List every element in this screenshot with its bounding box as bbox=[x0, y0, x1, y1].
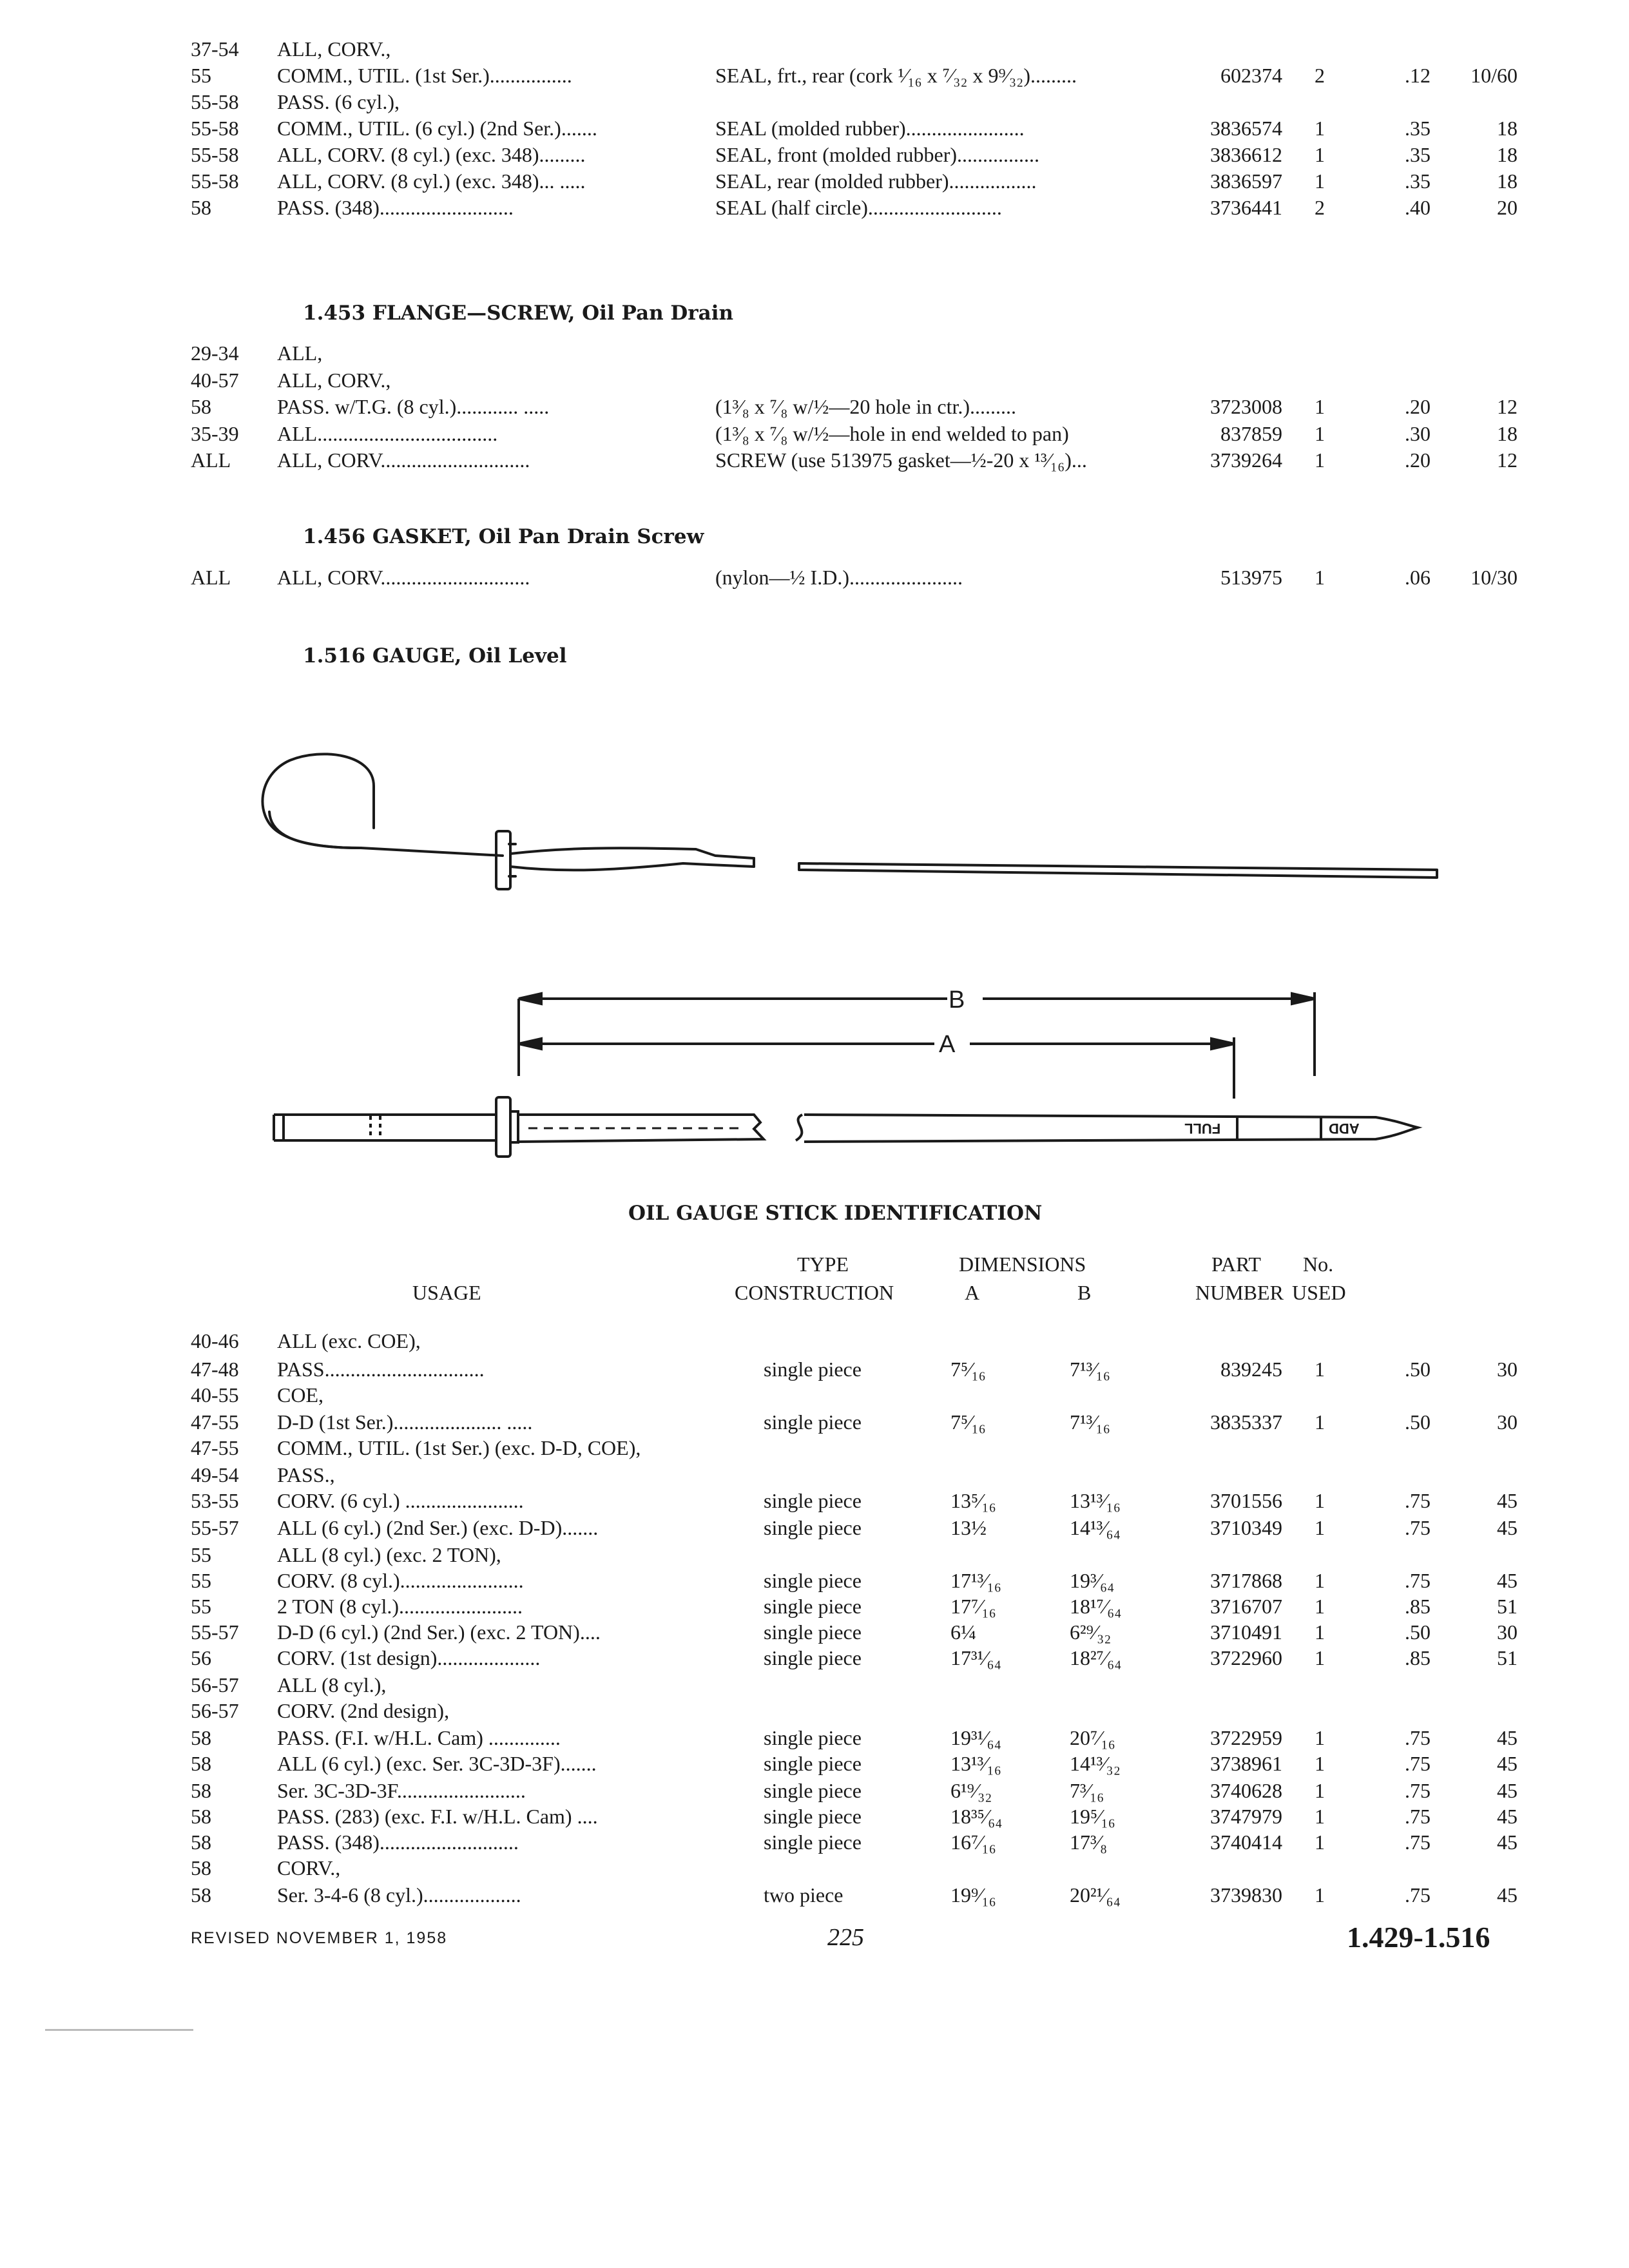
type-cell: single piece bbox=[764, 1569, 862, 1592]
price-cell: .50 bbox=[1405, 1620, 1431, 1644]
dim-a-cell: 16⁷⁄₁₆ bbox=[950, 1831, 996, 1854]
part-number-cell: 3835337 bbox=[1210, 1410, 1282, 1434]
usage-cell: PASS. w/T.G. (8 cyl.)............ ..... bbox=[277, 395, 550, 418]
type-cell: single piece bbox=[764, 1489, 862, 1512]
stick-table-title: OIL GAUGE STICK IDENTIFICATION bbox=[628, 1202, 1043, 1225]
part-number-cell: 3717868 bbox=[1210, 1569, 1282, 1592]
price-cell: .75 bbox=[1405, 1516, 1431, 1539]
table-row bbox=[0, 1881, 1629, 1908]
table-row bbox=[0, 1671, 1629, 1698]
package-cell: 51 bbox=[1497, 1595, 1518, 1618]
part-number-cell: 3736441 bbox=[1210, 196, 1282, 219]
usage-cell: PASS. (348).......................... bbox=[277, 196, 514, 219]
package-cell: 45 bbox=[1497, 1489, 1518, 1512]
usage-cell: COMM., UTIL. (1st Ser.) (exc. D-D, COE), bbox=[277, 1436, 641, 1459]
dim-a-cell: 7⁵⁄₁₆ bbox=[950, 1358, 986, 1381]
price-cell: .75 bbox=[1405, 1726, 1431, 1749]
part-number-cell: 3740628 bbox=[1210, 1779, 1282, 1802]
package-cell: 18 bbox=[1497, 169, 1518, 193]
usage-cell: ALL, bbox=[277, 341, 323, 365]
dim-a-cell: 13⁵⁄₁₆ bbox=[950, 1489, 996, 1512]
table-row bbox=[0, 1514, 1629, 1541]
package-cell: 18 bbox=[1497, 117, 1518, 140]
year-cell: 55-57 bbox=[191, 1620, 239, 1644]
part-number-cell: 3701556 bbox=[1210, 1489, 1282, 1512]
dim-a-cell: 17¹³⁄₁₆ bbox=[950, 1569, 1001, 1592]
price-cell: .35 bbox=[1405, 169, 1431, 193]
table-row bbox=[0, 1697, 1629, 1724]
table-row bbox=[0, 141, 1629, 168]
year-cell: 56-57 bbox=[191, 1699, 239, 1722]
type-cell: single piece bbox=[764, 1831, 862, 1854]
usage-cell: D-D (6 cyl.) (2nd Ser.) (exc. 2 TON).... bbox=[277, 1620, 601, 1644]
dim-b-cell: 19³⁄₆₄ bbox=[1070, 1569, 1115, 1592]
year-cell: ALL bbox=[191, 566, 231, 589]
table-row bbox=[0, 1829, 1629, 1856]
col-no-1: No. bbox=[1303, 1253, 1334, 1276]
price-cell: .35 bbox=[1405, 143, 1431, 166]
table-row bbox=[0, 1803, 1629, 1830]
price-cell: .75 bbox=[1405, 1779, 1431, 1802]
table-row bbox=[0, 168, 1629, 195]
revised-date: REVISED NOVEMBER 1, 1958 bbox=[191, 1929, 448, 1947]
table-row bbox=[0, 1619, 1629, 1646]
part-number-cell: 3747979 bbox=[1210, 1805, 1282, 1828]
col-type-2: CONSTRUCTION bbox=[735, 1281, 894, 1304]
qty-cell: 1 bbox=[1315, 1805, 1325, 1828]
year-cell: 56 bbox=[191, 1646, 211, 1669]
price-cell: .50 bbox=[1405, 1358, 1431, 1381]
type-cell: single piece bbox=[764, 1646, 862, 1669]
package-cell: 12 bbox=[1497, 395, 1518, 418]
year-cell: 29-34 bbox=[191, 341, 239, 365]
price-cell: .50 bbox=[1405, 1410, 1431, 1434]
package-cell: 45 bbox=[1497, 1516, 1518, 1539]
dim-a-cell: 17³¹⁄₆₄ bbox=[950, 1646, 1001, 1669]
year-cell: 55 bbox=[191, 1595, 211, 1618]
type-cell: two piece bbox=[764, 1883, 843, 1907]
price-cell: .40 bbox=[1405, 196, 1431, 219]
package-cell: 45 bbox=[1497, 1779, 1518, 1802]
usage-cell: ALL (8 cyl.), bbox=[277, 1673, 387, 1696]
part-number-cell: 837859 bbox=[1220, 421, 1282, 445]
col-part-1: PART bbox=[1211, 1253, 1261, 1276]
qty-cell: 1 bbox=[1315, 1410, 1325, 1434]
usage-cell: CORV. (2nd design), bbox=[277, 1699, 450, 1722]
price-cell: .75 bbox=[1405, 1752, 1431, 1775]
year-cell: 37-54 bbox=[191, 37, 239, 61]
table-row bbox=[0, 1434, 1629, 1461]
type-cell: single piece bbox=[764, 1358, 862, 1381]
qty-cell: 1 bbox=[1315, 1726, 1325, 1749]
part-number-cell: 3836597 bbox=[1210, 169, 1282, 193]
usage-cell: CORV. (8 cyl.)........................ bbox=[277, 1569, 524, 1592]
part-number-cell: 3740414 bbox=[1210, 1831, 1282, 1854]
oil-gauge-illustration bbox=[0, 741, 1629, 1205]
description-cell: (1³⁄₈ x ⁷⁄₈ w/½—20 hole in ctr.)......... bbox=[715, 395, 1017, 418]
year-cell: 55 bbox=[191, 1543, 211, 1566]
type-cell: single piece bbox=[764, 1726, 862, 1749]
table-row bbox=[0, 1327, 1629, 1354]
usage-cell: PASS. (283) (exc. F.I. w/H.L. Cam) .... bbox=[277, 1805, 598, 1828]
dim-b-cell: 20⁷⁄₁₆ bbox=[1070, 1726, 1115, 1749]
col-dimensions: DIMENSIONS bbox=[959, 1253, 1086, 1276]
year-cell: 55 bbox=[191, 64, 211, 87]
table-row bbox=[0, 564, 1629, 591]
usage-cell: CORV. (1st design).................... bbox=[277, 1646, 541, 1669]
package-cell: 45 bbox=[1497, 1569, 1518, 1592]
col-dim-b: B bbox=[1077, 1281, 1092, 1304]
section-heading-1453: 1.453 FLANGE—SCREW, Oil Pan Drain bbox=[303, 302, 734, 325]
table-row bbox=[0, 88, 1629, 115]
usage-cell: ALL, CORV., bbox=[277, 37, 391, 61]
description-cell: SCREW (use 513975 gasket—½-20 x ¹³⁄₁₆)... bbox=[715, 448, 1087, 472]
type-cell: single piece bbox=[764, 1595, 862, 1618]
price-cell: .75 bbox=[1405, 1805, 1431, 1828]
package-cell: 45 bbox=[1497, 1726, 1518, 1749]
package-cell: 45 bbox=[1497, 1883, 1518, 1907]
table-row bbox=[0, 1356, 1629, 1383]
dim-a-cell: 19⁹⁄₁₆ bbox=[950, 1883, 996, 1907]
price-cell: .20 bbox=[1405, 448, 1431, 472]
price-cell: .75 bbox=[1405, 1569, 1431, 1592]
usage-cell: COE, bbox=[277, 1383, 323, 1407]
usage-cell: ALL (6 cyl.) (exc. Ser. 3C-3D-3F)....... bbox=[277, 1752, 597, 1775]
dim-b-cell: 18¹⁷⁄₆₄ bbox=[1070, 1595, 1122, 1618]
part-number-cell: 3710491 bbox=[1210, 1620, 1282, 1644]
cap-flange bbox=[496, 831, 510, 889]
price-cell: .12 bbox=[1405, 64, 1431, 87]
price-cell: .75 bbox=[1405, 1883, 1431, 1907]
dimension-label-b: B bbox=[949, 986, 965, 1014]
usage-cell: ALL, CORV. (8 cyl.) (exc. 348)......... bbox=[277, 143, 586, 166]
table-row bbox=[0, 1644, 1629, 1671]
description-cell: (nylon—½ I.D.)...................... bbox=[715, 566, 963, 589]
type-cell: single piece bbox=[764, 1752, 862, 1775]
package-cell: 30 bbox=[1497, 1620, 1518, 1644]
package-cell: 10/60 bbox=[1470, 64, 1518, 87]
usage-cell: ALL, CORV., bbox=[277, 368, 391, 392]
dim-b-cell: 6²⁹⁄₃₂ bbox=[1070, 1620, 1112, 1644]
usage-cell: Ser. 3C-3D-3F......................... bbox=[277, 1779, 526, 1802]
package-cell: 20 bbox=[1497, 196, 1518, 219]
year-cell: 55-57 bbox=[191, 1516, 239, 1539]
col-part-2: NUMBER bbox=[1195, 1281, 1284, 1304]
table-row bbox=[0, 1541, 1629, 1568]
table-row bbox=[0, 62, 1629, 89]
year-cell: 55-58 bbox=[191, 169, 239, 193]
usage-cell: PASS. (348)........................... bbox=[277, 1831, 519, 1854]
usage-cell: D-D (1st Ser.)..................... ..... bbox=[277, 1410, 533, 1434]
year-cell: 58 bbox=[191, 1805, 211, 1828]
qty-cell: 1 bbox=[1315, 1516, 1325, 1539]
usage-cell: COMM., UTIL. (6 cyl.) (2nd Ser.)....... bbox=[277, 117, 597, 140]
dim-a-cell: 6¹⁹⁄₃₂ bbox=[950, 1779, 992, 1802]
description-cell: SEAL, frt., rear (cork ¹⁄₁₆ x ⁷⁄₃₂ x 9⁹⁄₃₂)......... bbox=[715, 64, 1077, 87]
table-row bbox=[0, 1724, 1629, 1751]
year-cell: 58 bbox=[191, 1883, 211, 1907]
usage-cell: ALL................................... bbox=[277, 421, 498, 445]
dim-a-cell: 19³¹⁄₆₄ bbox=[950, 1726, 1001, 1749]
package-cell: 10/30 bbox=[1470, 566, 1518, 589]
dim-a-cell: 13¹³⁄₁₆ bbox=[950, 1752, 1001, 1775]
qty-cell: 1 bbox=[1315, 143, 1325, 166]
description-cell: SEAL (half circle).......................... bbox=[715, 196, 1002, 219]
dimension-label-a: A bbox=[939, 1031, 956, 1058]
qty-cell: 1 bbox=[1315, 1569, 1325, 1592]
qty-cell: 1 bbox=[1315, 1646, 1325, 1669]
qty-cell: 1 bbox=[1315, 566, 1325, 589]
package-cell: 30 bbox=[1497, 1358, 1518, 1381]
table-row bbox=[0, 340, 1629, 367]
year-cell: 56-57 bbox=[191, 1673, 239, 1696]
part-number-cell: 3836612 bbox=[1210, 143, 1282, 166]
year-cell: 55-58 bbox=[191, 143, 239, 166]
dim-a-cell: 13½ bbox=[950, 1516, 987, 1539]
qty-cell: 1 bbox=[1315, 1358, 1325, 1381]
year-cell: 49-54 bbox=[191, 1463, 239, 1486]
package-cell: 18 bbox=[1497, 421, 1518, 445]
part-number-cell: 3723008 bbox=[1210, 395, 1282, 418]
usage-cell: ALL, CORV. (8 cyl.) (exc. 348)... ..... bbox=[277, 169, 586, 193]
usage-cell: PASS............................... bbox=[277, 1358, 485, 1381]
col-dim-a: A bbox=[965, 1281, 980, 1304]
qty-cell: 2 bbox=[1315, 64, 1325, 87]
section-heading-1516: 1.516 GAUGE, Oil Level bbox=[303, 644, 567, 668]
price-cell: .75 bbox=[1405, 1489, 1431, 1512]
year-cell: 58 bbox=[191, 1779, 211, 1802]
package-cell: 45 bbox=[1497, 1752, 1518, 1775]
description-cell: (1³⁄₈ x ⁷⁄₈ w/½—hole in end welded to pan) bbox=[715, 421, 1069, 445]
year-cell: 53-55 bbox=[191, 1489, 239, 1512]
table-row bbox=[0, 1567, 1629, 1594]
usage-cell: ALL (6 cyl.) (2nd Ser.) (exc. D-D)....... bbox=[277, 1516, 599, 1539]
qty-cell: 1 bbox=[1315, 421, 1325, 445]
usage-cell: PASS., bbox=[277, 1463, 335, 1486]
qty-cell: 2 bbox=[1315, 196, 1325, 219]
dim-b-cell: 7³⁄₁₆ bbox=[1070, 1779, 1104, 1802]
qty-cell: 1 bbox=[1315, 395, 1325, 418]
year-cell: 58 bbox=[191, 1752, 211, 1775]
usage-cell: COMM., UTIL. (1st Ser.)................ bbox=[277, 64, 572, 87]
package-cell: 30 bbox=[1497, 1410, 1518, 1434]
package-cell: 18 bbox=[1497, 143, 1518, 166]
col-usage: USAGE bbox=[412, 1281, 481, 1304]
table-row bbox=[0, 194, 1629, 221]
type-cell: single piece bbox=[764, 1410, 862, 1434]
type-cell: single piece bbox=[764, 1620, 862, 1644]
price-cell: .75 bbox=[1405, 1831, 1431, 1854]
dim-b-cell: 7¹³⁄₁₆ bbox=[1070, 1410, 1110, 1434]
part-number-cell: 3722959 bbox=[1210, 1726, 1282, 1749]
usage-cell: PASS. (6 cyl.), bbox=[277, 90, 400, 113]
dim-b-cell: 19⁵⁄₁₆ bbox=[1070, 1805, 1115, 1828]
dim-b-cell: 13¹³⁄₁₆ bbox=[1070, 1489, 1121, 1512]
usage-cell: ALL, CORV............................. bbox=[277, 448, 530, 472]
dim-b-cell: 20²¹⁄₆₄ bbox=[1070, 1883, 1121, 1907]
part-number-cell: 3710349 bbox=[1210, 1516, 1282, 1539]
qty-cell: 1 bbox=[1315, 169, 1325, 193]
mark-full: FULL bbox=[1184, 1120, 1221, 1137]
scan-mark bbox=[45, 2029, 193, 2031]
usage-cell: ALL (8 cyl.) (exc. 2 TON), bbox=[277, 1543, 501, 1566]
package-cell: 45 bbox=[1497, 1805, 1518, 1828]
part-number-cell: 3722960 bbox=[1210, 1646, 1282, 1669]
usage-cell: ALL, CORV............................. bbox=[277, 566, 530, 589]
description-cell: SEAL, rear (molded rubber)................. bbox=[715, 169, 1037, 193]
part-number-cell: 839245 bbox=[1220, 1358, 1282, 1381]
price-cell: .20 bbox=[1405, 395, 1431, 418]
col-no-2: USED bbox=[1292, 1281, 1346, 1304]
mark-add: ADD bbox=[1329, 1120, 1360, 1137]
description-cell: SEAL (molded rubber)....................... bbox=[715, 117, 1025, 140]
part-number-cell: 3738961 bbox=[1210, 1752, 1282, 1775]
type-cell: single piece bbox=[764, 1779, 862, 1802]
col-type-1: TYPE bbox=[797, 1253, 849, 1276]
usage-cell: CORV. (6 cyl.) ....................... bbox=[277, 1489, 524, 1512]
dim-b-cell: 14¹³⁄₃₂ bbox=[1070, 1752, 1121, 1775]
table-row bbox=[0, 420, 1629, 447]
table-row bbox=[0, 1777, 1629, 1804]
description-cell: SEAL, front (molded rubber)................ bbox=[715, 143, 1040, 166]
table-row bbox=[0, 447, 1629, 474]
year-cell: 47-55 bbox=[191, 1436, 239, 1459]
year-cell: 35-39 bbox=[191, 421, 239, 445]
package-cell: 51 bbox=[1497, 1646, 1518, 1669]
table-row bbox=[0, 367, 1629, 394]
section-heading-1456: 1.456 GASKET, Oil Pan Drain Screw bbox=[303, 525, 704, 548]
year-cell: 58 bbox=[191, 1856, 211, 1879]
usage-cell: Ser. 3-4-6 (8 cyl.)................... bbox=[277, 1883, 521, 1907]
year-cell: 58 bbox=[191, 1831, 211, 1854]
qty-cell: 1 bbox=[1315, 1779, 1325, 1802]
qty-cell: 1 bbox=[1315, 1752, 1325, 1775]
type-cell: single piece bbox=[764, 1516, 862, 1539]
part-number-cell: 602374 bbox=[1220, 64, 1282, 87]
table-row bbox=[0, 1381, 1629, 1408]
qty-cell: 1 bbox=[1315, 1883, 1325, 1907]
stick-blade bbox=[799, 863, 1437, 878]
qty-cell: 1 bbox=[1315, 1620, 1325, 1644]
year-cell: 47-55 bbox=[191, 1410, 239, 1434]
year-cell: 58 bbox=[191, 196, 211, 219]
part-number-cell: 3739264 bbox=[1210, 448, 1282, 472]
table-row bbox=[0, 1593, 1629, 1620]
year-cell: ALL bbox=[191, 448, 231, 472]
qty-cell: 1 bbox=[1315, 117, 1325, 140]
year-cell: 55-58 bbox=[191, 90, 239, 113]
table-row bbox=[0, 1408, 1629, 1436]
usage-cell: 2 TON (8 cyl.)........................ bbox=[277, 1595, 523, 1618]
dim-a-cell: 18³⁵⁄₆₄ bbox=[950, 1805, 1003, 1828]
dim-b-cell: 14¹³⁄₆₄ bbox=[1070, 1516, 1121, 1539]
package-cell: 45 bbox=[1497, 1831, 1518, 1854]
usage-cell: PASS. (F.I. w/H.L. Cam) .............. bbox=[277, 1726, 561, 1749]
table-row bbox=[0, 1854, 1629, 1881]
part-number-cell: 3739830 bbox=[1210, 1883, 1282, 1907]
year-cell: 58 bbox=[191, 395, 211, 418]
dim-a-cell: 6¼ bbox=[950, 1620, 976, 1644]
year-cell: 40-57 bbox=[191, 368, 239, 392]
section-range: 1.429-1.516 bbox=[1347, 1921, 1490, 1954]
dim-b-cell: 7¹³⁄₁₆ bbox=[1070, 1358, 1110, 1381]
usage-cell: ALL (exc. COE), bbox=[277, 1329, 421, 1352]
year-cell: 40-55 bbox=[191, 1383, 239, 1407]
price-cell: .85 bbox=[1405, 1595, 1431, 1618]
part-number-cell: 513975 bbox=[1220, 566, 1282, 589]
usage-cell: CORV., bbox=[277, 1856, 341, 1879]
price-cell: .30 bbox=[1405, 421, 1431, 445]
qty-cell: 1 bbox=[1315, 1489, 1325, 1512]
price-cell: .35 bbox=[1405, 117, 1431, 140]
year-cell: 47-48 bbox=[191, 1358, 239, 1381]
page-number: 225 bbox=[827, 1924, 864, 1951]
part-number-cell: 3716707 bbox=[1210, 1595, 1282, 1618]
year-cell: 40-46 bbox=[191, 1329, 239, 1352]
table-row bbox=[0, 1750, 1629, 1777]
package-cell: 12 bbox=[1497, 448, 1518, 472]
dim-b-cell: 17³⁄₈ bbox=[1070, 1831, 1108, 1854]
qty-cell: 1 bbox=[1315, 1831, 1325, 1854]
qty-cell: 1 bbox=[1315, 448, 1325, 472]
year-cell: 55 bbox=[191, 1569, 211, 1592]
table-row bbox=[0, 1487, 1629, 1514]
price-cell: .85 bbox=[1405, 1646, 1431, 1669]
price-cell: .06 bbox=[1405, 566, 1431, 589]
year-cell: 55-58 bbox=[191, 117, 239, 140]
dim-a-cell: 17⁷⁄₁₆ bbox=[950, 1595, 996, 1618]
year-cell: 58 bbox=[191, 1726, 211, 1749]
part-number-cell: 3836574 bbox=[1210, 117, 1282, 140]
table-row bbox=[0, 35, 1629, 62]
dim-a-cell: 7⁵⁄₁₆ bbox=[950, 1410, 986, 1434]
table-row bbox=[0, 115, 1629, 142]
table-row bbox=[0, 1461, 1629, 1488]
qty-cell: 1 bbox=[1315, 1595, 1325, 1618]
table-row bbox=[0, 393, 1629, 420]
dim-b-cell: 18²⁷⁄₆₄ bbox=[1070, 1646, 1122, 1669]
type-cell: single piece bbox=[764, 1805, 862, 1828]
